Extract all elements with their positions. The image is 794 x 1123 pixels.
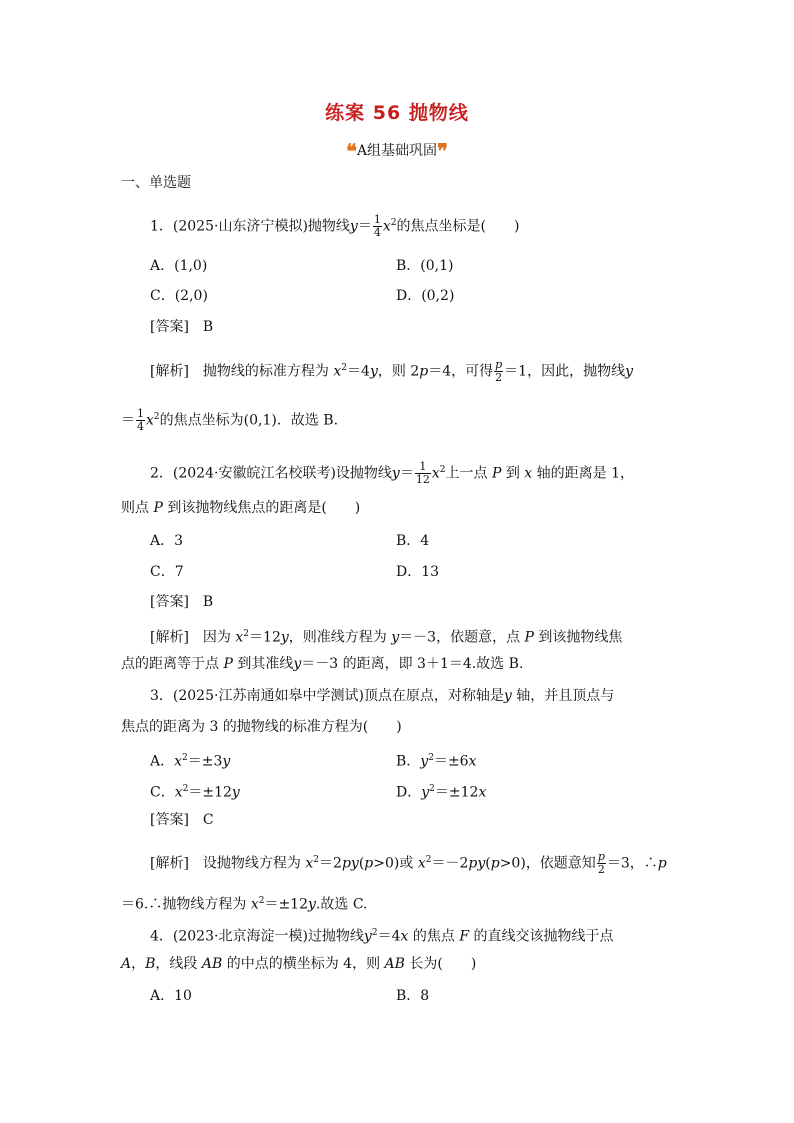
q2-option-d: D．13 [396,564,440,580]
fraction: $\frac{1}{4}$ [373,213,381,240]
question-4: 4．(2023·北京海淀一模)过抛物线$y^2=4x$ 的焦点 F 的直线交该抛物线于点 [150,928,614,945]
q1-option-b: B．(0,1) [396,258,454,274]
q2-explanation-line1: [解析] 因为 $x^2=12y$，则准线方程为 y＝－3，依题意，点 P 到该抛物线焦 [150,629,623,646]
q2-option-c: C．7 [150,564,184,580]
q1-answer: [答案] B [150,319,214,335]
q3-explanation-line1: [解析] 设抛物线方程为 $x^2=2py(p>0)$或 $x^2=-2py(p>0)$，依题意知 $\frac{p}{2}$ ＝3，∴p [150,850,667,877]
question-1: 1．(2025·山东济宁模拟)抛物线y＝ $\frac{1}{4}$ $x^2$的焦点坐标是( ) [150,213,520,240]
q1-option-c: C．(2,0) [150,288,208,304]
question-2: 2．(2024·安徽皖江名校联考)设抛物线y＝ $\frac{1}{12}$ $x^2$上一点 P 到 x 轴的距离是 1， [150,460,634,487]
q3-option-b: B．$y^2=\pm 6x$ [396,753,477,770]
q3-option-c: C．$x^2=\pm 12y$ [150,784,240,801]
question-3-line2: 焦点的距离为 3 的抛物线的标准方程为( ) [121,719,402,735]
q3-option-d: D．$y^2=\pm 12x$ [396,784,487,801]
q2-option-a: A．3 [150,533,184,549]
q2-explanation-line2: 点的距离等于点 P 到其准线y＝－3 的距离，即 3＋1＝4.故选 B. [121,656,524,672]
q3-answer: [答案] C [150,812,214,828]
group-label: A组基础巩固 [356,143,438,159]
q1-stem: 1．(2025·山东济宁模拟)抛物线 [150,218,350,235]
q1-option-d: D．(0,2) [396,288,455,304]
q4-option-a: A．10 [150,988,192,1004]
quote-close-icon: ❞ [437,139,448,163]
question-2-line2: 则点 P 到该抛物线焦点的距离是( ) [121,500,361,516]
question-3: 3．(2025·江苏南通如皋中学测试)顶点在原点，对称轴是y 轴，并且顶点与 [150,688,615,704]
q1-explanation-line2: ＝ $\frac{1}{4}$ $x^2$的焦点坐标为(0,1)．故选 B. [121,407,339,434]
q3-explanation-line2: ＝6.∴抛物线方程为 $x^2=\pm 12y$.故选 C. [121,896,368,913]
q1-explanation-line1: [解析] 抛物线的标准方程为 $x^2=4y$，则 2p＝4，可得 $\frac{p}{2}$ ＝1，因此，抛物线y [150,358,634,385]
group-heading [0,139,794,163]
quote-open-icon: ❝ [346,139,357,163]
q1-option-a: A．(1,0) [150,258,208,274]
q3-option-a: A．$x^2=\pm 3y$ [150,753,231,770]
q4-option-b: B．8 [396,988,430,1004]
q2-answer: [答案] B [150,594,214,610]
q2-option-b: B．4 [396,533,430,549]
q1-stem-end: 的焦点坐标是( ) [396,218,520,235]
section-heading: 一、单选题 [121,175,191,191]
page-title: 练案 56 抛物线 [325,102,469,124]
question-4-line2: A，B，线段 AB 的中点的横坐标为 4，则 AB 长为( ) [121,956,477,972]
